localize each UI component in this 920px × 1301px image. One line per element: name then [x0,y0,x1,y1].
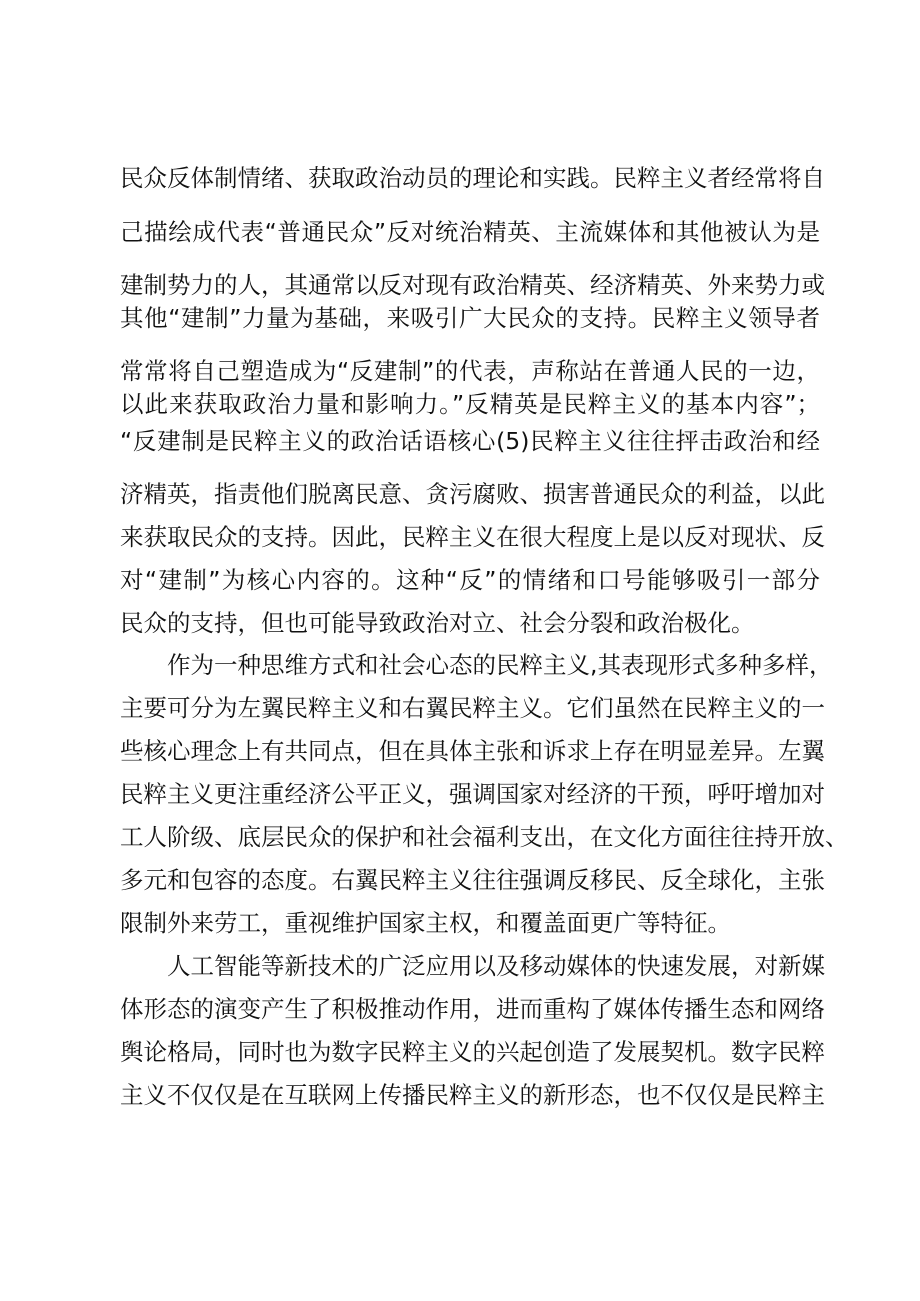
text-line: 来获取民众的支持。因此，民粹主义在很大程度上是以反对现状、反 [120,523,825,551]
text-line: 多元和包容的态度。右翼民粹主义往往强调反移民、反全球化，主张 [120,866,825,894]
paragraph-first-line: 人工智能等新技术的广泛应用以及移动媒体的快速发展，对新媒 [167,952,825,980]
text-line: 民众的支持，但也可能导致政治对立、社会分裂和政治极化。 [120,609,755,637]
text-line: 民众反体制情绪、获取政治动员的理论和实践。民粹主义者经常将自 [120,164,825,192]
paragraph-first-line: 作为一种思维方式和社会心态的民粹主义,其表现形式多种多样， [167,651,833,679]
text-line: 对“建制”为核心内容的。这种“反”的情绪和口号能够吸引一部分 [120,566,820,594]
text-line: 限制外来劳工，重视维护国家主权，和覆盖面更广等特征。 [120,909,731,937]
text-line: 些核心理念上有共同点，但在具体主张和诉求上存在明显差异。左翼 [120,737,825,765]
text-line: 己描绘成代表“普通民众”反对统治精英、主流媒体和其他被认为是 [120,218,820,246]
text-line: 民粹主义更注重经济公平正义，强调国家对经济的干预，呼吁增加对 [120,780,825,808]
text-line: 主义不仅仅是在互联网上传播民粹主义的新形态，也不仅仅是民粹主 [120,1081,825,1109]
text-line: 体形态的演变产生了积极推动作用，进而重构了媒体传播生态和网络 [120,995,825,1023]
text-line: 舆论格局，同时也为数字民粹主义的兴起创造了发展契机。数字民粹 [120,1038,825,1066]
text-line: 以此来获取政治力量和影响力。”反精英是民粹主义的基本内容”； [120,390,820,418]
text-line: 工人阶级、底层民众的保护和社会福利支出，在文化方面往往持开放、 [120,823,849,851]
text-line: 建制势力的人，其通常以反对现有政治精英、经济精英、外来势力或 [120,271,825,299]
text-line: 常常将自己塑造成为“反建制”的代表，声称站在普通人民的一边， [120,357,820,385]
text-line: 主要可分为左翼民粹主义和右翼民粹主义。它们虽然在民粹主义的一 [120,694,825,722]
text-line: “反建制是民粹主义的政治话语核心(5)民粹主义往往抨击政治和经 [120,427,820,455]
text-line: 其他“建制”力量为基础，来吸引广大民众的支持。民粹主义领导者 [120,304,820,332]
text-line: 济精英，指责他们脱离民意、贪污腐败、损害普通民众的利益，以此 [120,480,825,508]
